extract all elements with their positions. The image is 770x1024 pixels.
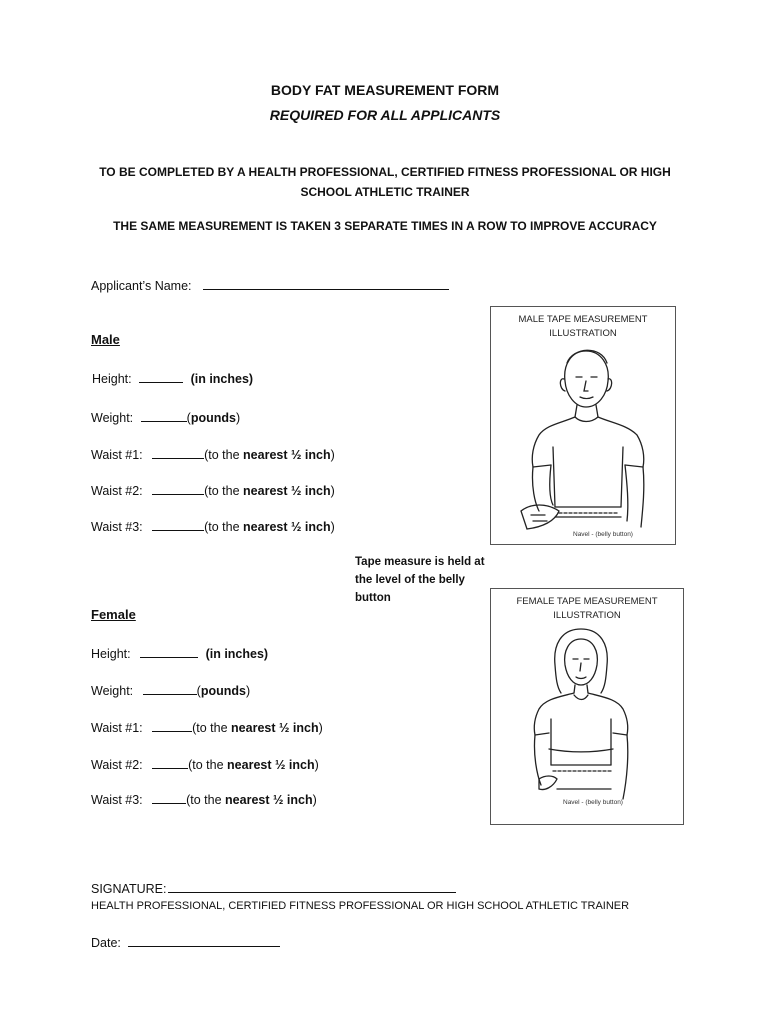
female-height-field[interactable] — [140, 645, 198, 658]
female-navel-label: Navel - (belly button) — [563, 799, 623, 806]
male-waist-prefix: (to the — [204, 484, 244, 498]
female-waist-prefix: (to the — [186, 793, 226, 807]
female-weight-field[interactable] — [143, 682, 197, 695]
female-waist-row — [91, 719, 323, 735]
male-weight-close: ) — [235, 411, 241, 425]
female-waist-suffix: ) — [318, 721, 323, 735]
male-height-unit: (in inches) — [190, 372, 254, 386]
male-weight-unit: pounds — [190, 411, 236, 425]
female-waist-suffix: ) — [312, 793, 317, 807]
form-title: BODY FAT MEASUREMENT FORM — [270, 82, 500, 98]
female-weight-open: ( — [196, 684, 201, 698]
date-field[interactable] — [128, 934, 280, 947]
signature-field[interactable] — [168, 880, 456, 893]
male-waist-precision: nearest ½ inch — [243, 448, 331, 462]
female-illustration-box — [490, 588, 684, 825]
date-label: Date: — [91, 936, 121, 950]
male-waist-row — [91, 482, 335, 498]
female-waist-3-field[interactable] — [152, 791, 186, 804]
male-height-label: Height: — [92, 372, 132, 386]
male-weight-field[interactable] — [141, 409, 187, 422]
male-waist-1-field[interactable] — [152, 446, 204, 459]
tape-measure-note: Tape measure is held at the level of the belly button — [355, 556, 485, 604]
applicant-name-label: Applicant’s Name: — [91, 279, 192, 293]
form-subtitle: REQUIRED FOR ALL APPLICANTS — [269, 107, 501, 123]
male-waist-precision: nearest ½ inch — [243, 484, 331, 498]
accuracy-note: THE SAME MEASUREMENT IS TAKEN 3 SEPARATE TIMES IN A ROW TO IMPROVE ACCURACY — [113, 219, 657, 233]
female-waist-label: Waist #2: — [91, 758, 143, 772]
male-waist-row — [91, 518, 335, 534]
female-height-unit: (in inches) — [205, 647, 269, 661]
female-waist-precision: nearest ½ inch — [227, 758, 315, 772]
female-waist-precision: nearest ½ inch — [231, 721, 319, 735]
female-height-row — [91, 645, 268, 661]
male-illustration-caption: MALE TAPE MEASUREMENT ILLUSTRATION — [518, 314, 648, 339]
female-waist-precision: nearest ½ inch — [225, 793, 313, 807]
male-waist-prefix: (to the — [204, 448, 244, 462]
applicant-name-row — [91, 277, 449, 293]
male-waist-precision: nearest ½ inch — [243, 520, 331, 534]
male-heading: Male — [91, 332, 120, 347]
male-waist-label: Waist #1: — [91, 448, 143, 462]
male-figure-illustration — [491, 307, 675, 544]
date-row — [91, 934, 280, 950]
female-heading: Female — [91, 607, 136, 622]
female-waist-label: Waist #1: — [91, 721, 143, 735]
female-waist-row — [91, 791, 317, 807]
female-height-label: Height: — [91, 647, 131, 661]
signature-row — [91, 880, 456, 896]
signature-label: SIGNATURE: — [91, 882, 167, 896]
male-waist-row — [91, 446, 335, 462]
male-waist-suffix: ) — [330, 484, 335, 498]
male-waist-3-field[interactable] — [152, 518, 204, 531]
female-illustration-caption: FEMALE TAPE MEASUREMENT ILLUSTRATION — [516, 596, 658, 621]
female-weight-unit: pounds — [200, 684, 246, 698]
male-waist-prefix: (to the — [204, 520, 244, 534]
applicant-name-field[interactable] — [203, 277, 449, 290]
female-weight-label: Weight: — [91, 684, 134, 698]
female-waist-label: Waist #3: — [91, 793, 143, 807]
female-figure-illustration — [491, 589, 683, 824]
male-height-field[interactable] — [139, 370, 183, 383]
male-weight-label: Weight: — [91, 411, 134, 425]
female-waist-2-field[interactable] — [152, 756, 188, 769]
female-waist-suffix: ) — [314, 758, 319, 772]
male-waist-label: Waist #3: — [91, 520, 143, 534]
female-waist-prefix: (to the — [192, 721, 232, 735]
female-weight-close: ) — [245, 684, 251, 698]
female-waist-prefix: (to the — [188, 758, 228, 772]
male-waist-suffix: ) — [330, 520, 335, 534]
male-waist-2-field[interactable] — [152, 482, 204, 495]
male-navel-label: Navel - (belly button) — [573, 531, 633, 538]
instruction-text: TO BE COMPLETED BY A HEALTH PROFESSIONAL, CERTIFIED FITNESS PROFESSIONAL OR HIGH SCHOOL ATHLETIC TRAINER — [99, 165, 671, 199]
female-waist-row — [91, 756, 319, 772]
male-waist-label: Waist #2: — [91, 484, 143, 498]
male-weight-row — [91, 409, 240, 425]
male-waist-suffix: ) — [330, 448, 335, 462]
female-waist-1-field[interactable] — [152, 719, 192, 732]
male-weight-open: ( — [186, 411, 191, 425]
male-height-row — [92, 370, 253, 386]
signature-caption: HEALTH PROFESSIONAL, CERTIFIED FITNESS PROFESSIONAL OR HIGH SCHOOL ATHLETIC TRAINER — [91, 900, 630, 912]
female-weight-row — [91, 682, 250, 698]
male-illustration-box — [490, 306, 676, 545]
